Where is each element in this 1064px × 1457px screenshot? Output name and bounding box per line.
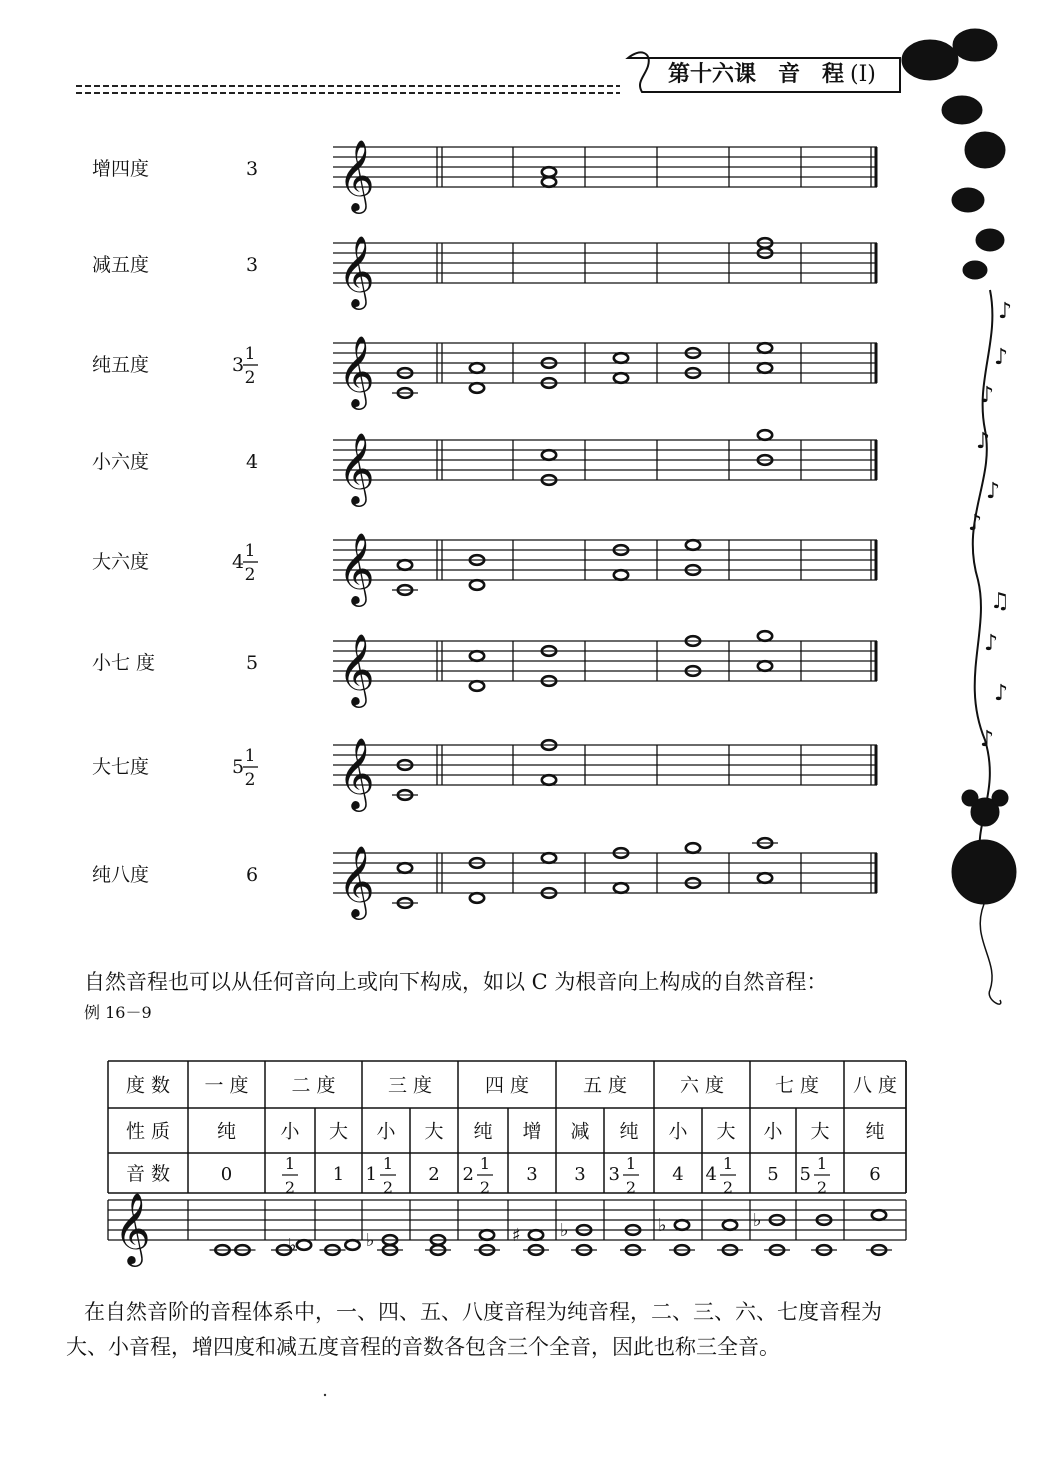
whole-note xyxy=(470,893,484,903)
paragraph-summary-line-2: 大、小音程，增四度和减五度音程的音数各包含三个全音，因此也称三全音。 xyxy=(66,1335,780,1359)
interval-row xyxy=(92,430,877,507)
yarn-thread xyxy=(980,904,1001,1004)
flower-icon xyxy=(953,29,997,61)
interval-count: 4 xyxy=(246,451,259,473)
table-quality: 大 xyxy=(424,1120,444,1143)
interval-count: 3 xyxy=(232,354,245,376)
interval-count: 6 xyxy=(246,864,259,886)
fraction-numerator: 1 xyxy=(284,1154,296,1173)
table-row-label: 性 质 xyxy=(125,1120,171,1143)
table-quality: 纯 xyxy=(865,1120,885,1143)
table-count: 1 xyxy=(365,1164,377,1185)
whole-note xyxy=(872,1210,886,1220)
interval-name: 增四度 xyxy=(92,158,150,180)
interval-row xyxy=(92,736,877,812)
flower-icon xyxy=(902,40,958,80)
interval-count: 3 xyxy=(246,254,259,276)
staff xyxy=(333,334,877,410)
whole-note xyxy=(542,853,556,863)
whole-note xyxy=(542,177,556,187)
whole-note xyxy=(686,540,700,550)
staff xyxy=(333,430,877,507)
example-label: 例 16－9 xyxy=(84,1003,152,1022)
table-degree: 六 度 xyxy=(679,1074,725,1097)
whole-note xyxy=(542,167,556,177)
interval-name: 纯八度 xyxy=(92,864,150,886)
interval-name: 大七度 xyxy=(92,756,150,778)
music-note-icon: ♫ xyxy=(990,589,1010,614)
interval-row xyxy=(92,838,877,920)
table-count: 4 xyxy=(705,1164,717,1185)
flat-icon: ♭ xyxy=(753,1210,762,1231)
whole-note xyxy=(758,430,772,440)
whole-note xyxy=(297,1240,311,1250)
table-degree: 三 度 xyxy=(387,1074,433,1097)
paragraph-natural-intervals: 自然音程也可以从任何音向上或向下构成，如以 C 为根音向上构成的自然音程： xyxy=(84,970,828,994)
fraction-numerator: 1 xyxy=(816,1154,828,1173)
interval-count: 5 xyxy=(246,652,259,674)
table-count: 2 xyxy=(462,1164,474,1185)
floral-vine-decoration xyxy=(902,29,1016,1004)
treble-clef-icon: 𝄞 xyxy=(114,1191,151,1264)
table-degree: 四 度 xyxy=(484,1074,530,1097)
interval-count: 5 xyxy=(232,756,245,778)
table-degree: 八 度 xyxy=(852,1074,898,1097)
treble-clef-icon: 𝄞 xyxy=(338,334,375,407)
table-count: 3 xyxy=(608,1164,620,1185)
music-note-icon: ♪ xyxy=(968,511,983,536)
fraction-numerator: 1 xyxy=(722,1154,734,1173)
fraction-numerator: 1 xyxy=(479,1154,491,1173)
music-note-icon: ♪ xyxy=(998,299,1013,324)
interval-name: 纯五度 xyxy=(92,354,150,376)
fraction-numerator: 1 xyxy=(382,1154,394,1173)
whole-note xyxy=(614,570,628,580)
table-quality: 纯 xyxy=(473,1120,493,1143)
fraction-denominator: 2 xyxy=(625,1178,637,1197)
staff xyxy=(333,631,877,708)
treble-clef-icon: 𝄞 xyxy=(338,431,375,504)
interval-examples xyxy=(92,138,877,920)
table-quality: 大 xyxy=(328,1120,349,1143)
flat-icon: ♭ xyxy=(658,1215,667,1236)
leaf-icon xyxy=(942,96,982,124)
fraction-numerator: 1 xyxy=(244,344,256,364)
music-note-icon: ♪ xyxy=(994,681,1009,706)
table-quality: 小 xyxy=(763,1120,783,1143)
table-quality: 大 xyxy=(716,1120,736,1143)
table-count: 1 xyxy=(332,1164,345,1185)
interval-name: 小七 度 xyxy=(92,652,156,674)
vine-stem xyxy=(973,290,993,860)
leaf-icon xyxy=(963,261,987,279)
table-degree: 五 度 xyxy=(582,1074,628,1097)
whole-note xyxy=(470,383,484,393)
table-quality: 大 xyxy=(810,1120,830,1143)
table-quality: 纯 xyxy=(619,1120,639,1143)
treble-clef-icon: 𝄞 xyxy=(338,632,375,705)
fraction-denominator: 2 xyxy=(244,565,256,585)
whole-note xyxy=(470,651,484,661)
table-text xyxy=(126,1075,897,1198)
staff xyxy=(333,531,877,607)
fraction-denominator: 2 xyxy=(382,1178,394,1197)
whole-note xyxy=(675,1220,689,1230)
staff xyxy=(333,736,877,812)
music-note-icon: ♪ xyxy=(994,345,1009,370)
table-quality: 小 xyxy=(280,1120,300,1143)
interval-row xyxy=(92,631,877,708)
flower-icon xyxy=(965,132,1005,168)
whole-note xyxy=(614,353,628,363)
leaf-icon xyxy=(976,229,1004,251)
table-staff xyxy=(108,1191,906,1267)
flat-icon: ♭ xyxy=(288,1235,297,1256)
music-note-icon: ♪ xyxy=(986,479,1001,504)
interval-name: 减五度 xyxy=(92,254,150,276)
fraction-denominator: 2 xyxy=(479,1178,491,1197)
table-row-label: 度 数 xyxy=(125,1074,171,1097)
fraction-numerator: 1 xyxy=(625,1154,637,1173)
table-count: 3 xyxy=(526,1164,538,1185)
whole-note xyxy=(345,1240,359,1250)
paragraph-summary-line-1: 在自然音阶的音程体系中，一、四、五、八度音程为纯音程，二、三、六、七度音程为 xyxy=(84,1300,882,1324)
table-degree: 七 度 xyxy=(774,1074,820,1097)
header-part-numeral: I xyxy=(858,62,868,87)
whole-note xyxy=(758,631,772,641)
whole-note xyxy=(758,363,772,373)
interval-name: 大六度 xyxy=(92,551,150,573)
header-title: 音 程 xyxy=(778,61,845,87)
sharp-icon: ♯ xyxy=(512,1225,521,1246)
table-count: 5 xyxy=(767,1164,779,1185)
treble-clef-icon: 𝄞 xyxy=(338,531,375,604)
fraction-denominator: 2 xyxy=(244,368,256,388)
interval-count: 4 xyxy=(232,551,245,573)
treble-clef-icon: 𝄞 xyxy=(338,844,375,917)
table-quality: 纯 xyxy=(216,1120,237,1143)
table-count: 6 xyxy=(869,1164,881,1185)
treble-clef-icon: 𝄞 xyxy=(338,736,375,809)
mouse-ear-icon xyxy=(992,790,1008,806)
fraction-denominator: 2 xyxy=(284,1178,296,1197)
table-row-label: 音 数 xyxy=(125,1163,171,1185)
whole-note xyxy=(614,373,628,383)
fraction-numerator: 1 xyxy=(244,541,256,561)
whole-note xyxy=(758,873,772,883)
staff xyxy=(333,234,877,310)
flat-icon: ♭ xyxy=(560,1220,569,1241)
whole-note xyxy=(614,883,628,893)
header-part: (I) xyxy=(850,62,876,87)
whole-note xyxy=(470,363,484,373)
interval-count: 3 xyxy=(246,158,259,180)
staff xyxy=(333,838,877,920)
music-note-icon: ♪ xyxy=(984,631,999,656)
music-note-icon: ♪ xyxy=(976,429,991,454)
table-quality: 小 xyxy=(668,1120,688,1143)
table-quality: 增 xyxy=(522,1120,542,1143)
yarn-ball-icon xyxy=(952,840,1016,904)
interval-name: 小六度 xyxy=(92,451,150,473)
page-header xyxy=(76,52,900,93)
fraction-numerator: 1 xyxy=(244,746,256,766)
staff xyxy=(333,138,877,214)
music-note-icon: ♪ xyxy=(980,727,995,752)
interval-row xyxy=(92,234,877,310)
flat-icon: ♭ xyxy=(366,1230,375,1251)
whole-note xyxy=(686,843,700,853)
table-count: 3 xyxy=(574,1164,586,1185)
example-16-9-table xyxy=(108,1061,906,1267)
header-lesson: 第十六课 xyxy=(668,61,757,87)
table-degree: 一 度 xyxy=(204,1074,249,1097)
whole-note xyxy=(398,560,412,570)
fraction-denominator: 2 xyxy=(722,1178,734,1197)
whole-note xyxy=(480,1230,494,1240)
treble-clef-icon: 𝄞 xyxy=(338,138,375,211)
whole-note xyxy=(758,343,772,353)
whole-note xyxy=(723,1220,737,1230)
table-count: 4 xyxy=(672,1164,684,1185)
table-quality: 小 xyxy=(376,1120,396,1143)
interval-row xyxy=(92,334,877,410)
table-count: 5 xyxy=(799,1164,811,1185)
whole-note xyxy=(398,863,412,873)
interval-row xyxy=(92,531,877,607)
leaf-icon xyxy=(952,188,984,212)
stray-dot xyxy=(324,1394,326,1396)
fraction-denominator: 2 xyxy=(244,770,256,790)
whole-note xyxy=(470,580,484,590)
fraction-denominator: 2 xyxy=(816,1178,828,1197)
treble-clef-icon: 𝄞 xyxy=(338,234,375,307)
whole-note xyxy=(470,681,484,691)
whole-note xyxy=(529,1230,543,1240)
table-quality: 减 xyxy=(570,1120,590,1143)
whole-note xyxy=(542,775,556,785)
whole-note xyxy=(758,661,772,671)
whole-note xyxy=(542,450,556,460)
table-count: 2 xyxy=(428,1164,440,1185)
music-note-icon: ♪ xyxy=(980,383,995,408)
table-degree: 二 度 xyxy=(291,1074,336,1097)
table-count: 0 xyxy=(220,1164,233,1185)
mouse-ear-icon xyxy=(962,790,978,806)
interval-row xyxy=(92,138,877,214)
